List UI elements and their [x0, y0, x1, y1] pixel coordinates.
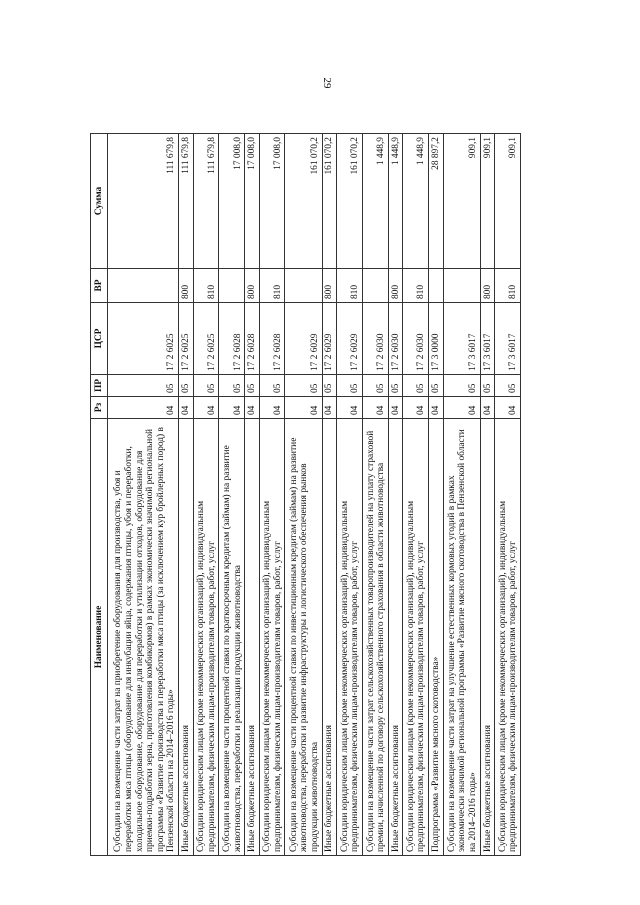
header-vr: ВР: [91, 269, 108, 303]
table-row: [443, 134, 480, 856]
cell-pr: 05: [403, 375, 429, 397]
cell-rz: 04: [480, 397, 495, 419]
cell-name: Иные бюджетные ассигнования: [388, 419, 403, 856]
cell-sum: 1 448,9: [362, 134, 388, 269]
cell-csr: 17 2 6030: [388, 303, 403, 375]
cell-rz: 04: [245, 397, 260, 419]
cell-name: Подпрограмма «Развитие мясного скотоводства»: [429, 419, 444, 856]
cell-name: Субсидии на возмещение части процентной ставки по краткосрочным кредитам (займам) на развитие животноводства, переработки и реализации продукции животноводства: [219, 419, 245, 856]
page-number: 29: [321, 77, 333, 89]
cell-sum: 17 008,0: [259, 134, 285, 269]
cell-pr: 05: [285, 375, 322, 397]
cell-sum: 161 070,2: [322, 134, 337, 269]
cell-vr: [429, 269, 444, 303]
cell-vr: [443, 269, 480, 303]
budget-table: [90, 133, 521, 856]
cell-name: Субсидии юридическим лицам (кроме некоммерческих организаций), индивидуальным предпринимателям, физическим лицам-производителям товаров, работ, услуг: [259, 419, 285, 856]
table-row: [495, 134, 521, 856]
cell-name: Субсидии юридическим лицам (кроме некоммерческих организаций), индивидуальным предпринимателям, физическим лицам-производителям товаров, работ, услуг: [495, 419, 521, 856]
cell-pr: 05: [179, 375, 194, 397]
header-sum: Сумма: [91, 134, 108, 269]
cell-sum: 17 008,0: [245, 134, 260, 269]
cell-name: Иные бюджетные ассигнования: [480, 419, 495, 856]
cell-rz: 04: [179, 397, 194, 419]
cell-vr: [108, 269, 179, 303]
cell-rz: 04: [388, 397, 403, 419]
cell-pr: 05: [245, 375, 260, 397]
cell-csr: 17 3 6017: [443, 303, 480, 375]
table-header-row: [91, 134, 108, 856]
cell-sum: 1 448,9: [403, 134, 429, 269]
cell-csr: 17 2 6029: [322, 303, 337, 375]
header-pr: ПР: [91, 375, 108, 397]
cell-pr: 05: [337, 375, 363, 397]
cell-rz: 04: [285, 397, 322, 419]
cell-pr: 05: [108, 375, 179, 397]
cell-vr: 800: [388, 269, 403, 303]
cell-rz: 04: [429, 397, 444, 419]
cell-name: Субсидии на возмещение части затрат на улучшение естественных кормовых угодий в рамках экономически значимой региональной программы «Развитие мясного скотоводства в Пензенской области на 2014–2016 годы»: [443, 419, 480, 856]
header-csr: ЦСР: [91, 303, 108, 375]
cell-rz: 04: [337, 397, 363, 419]
table-row: [429, 134, 444, 856]
cell-pr: 05: [322, 375, 337, 397]
table-row: [219, 134, 245, 856]
cell-vr: 810: [495, 269, 521, 303]
cell-pr: 05: [495, 375, 521, 397]
cell-sum: 111 679,8: [108, 134, 179, 269]
cell-rz: 04: [443, 397, 480, 419]
cell-vr: 810: [337, 269, 363, 303]
cell-vr: [362, 269, 388, 303]
cell-pr: 05: [259, 375, 285, 397]
rotated-table-frame: [90, 134, 521, 856]
cell-rz: 04: [403, 397, 429, 419]
cell-name: Иные бюджетные ассигнования: [179, 419, 194, 856]
cell-sum: 161 070,2: [285, 134, 322, 269]
table-row: [480, 134, 495, 856]
cell-pr: 05: [443, 375, 480, 397]
cell-rz: 04: [219, 397, 245, 419]
cell-name: Субсидии юридическим лицам (кроме некоммерческих организаций), индивидуальным предпринимателям, физическим лицам-производителям товаров, работ, услуг: [193, 419, 219, 856]
cell-csr: 17 2 6030: [403, 303, 429, 375]
cell-csr: 17 3 0000: [429, 303, 444, 375]
header-name: Наименование: [91, 419, 108, 856]
cell-name: Субсидии на возмещение части затрат сельскохозяйственных товаропроизводителей на уплату страховой премии, начисленной по договору сельскохозяйственного страхования в области животноводства: [362, 419, 388, 856]
cell-name: Иные бюджетные ассигнования: [322, 419, 337, 856]
cell-vr: 800: [480, 269, 495, 303]
cell-csr: 17 2 6025: [193, 303, 219, 375]
cell-csr: 17 2 6028: [259, 303, 285, 375]
table-row: [362, 134, 388, 856]
header-rz: Рз: [91, 397, 108, 419]
cell-rz: 04: [322, 397, 337, 419]
cell-pr: 05: [480, 375, 495, 397]
table-row: [259, 134, 285, 856]
cell-rz: 04: [259, 397, 285, 419]
cell-vr: 810: [193, 269, 219, 303]
cell-csr: 17 2 6030: [362, 303, 388, 375]
table-row: [403, 134, 429, 856]
cell-sum: 909,1: [443, 134, 480, 269]
cell-sum: 161 070,2: [337, 134, 363, 269]
cell-vr: 800: [245, 269, 260, 303]
table-row: [108, 134, 179, 856]
cell-vr: 800: [322, 269, 337, 303]
cell-rz: 04: [362, 397, 388, 419]
cell-sum: 28 897,2: [429, 134, 444, 269]
table-row: [322, 134, 337, 856]
cell-pr: 05: [388, 375, 403, 397]
cell-sum: 17 008,0: [219, 134, 245, 269]
cell-csr: 17 2 6028: [245, 303, 260, 375]
table-row: [193, 134, 219, 856]
table-row: [245, 134, 260, 856]
cell-csr: 17 2 6025: [179, 303, 194, 375]
cell-vr: 810: [259, 269, 285, 303]
cell-vr: [285, 269, 322, 303]
cell-pr: 05: [193, 375, 219, 397]
cell-csr: 17 2 6029: [337, 303, 363, 375]
cell-name: Иные бюджетные ассигнования: [245, 419, 260, 856]
cell-rz: 04: [495, 397, 521, 419]
cell-csr: 17 3 6017: [480, 303, 495, 375]
cell-vr: 810: [403, 269, 429, 303]
cell-pr: 05: [429, 375, 444, 397]
table-row: [388, 134, 403, 856]
cell-sum: 909,1: [480, 134, 495, 269]
cell-rz: 04: [108, 397, 179, 419]
cell-sum: 1 448,9: [388, 134, 403, 269]
cell-csr: 17 2 6025: [108, 303, 179, 375]
table-row: [337, 134, 363, 856]
cell-sum: 111 679,8: [179, 134, 194, 269]
cell-sum: 111 679,8: [193, 134, 219, 269]
cell-sum: 909,1: [495, 134, 521, 269]
cell-csr: 17 2 6028: [219, 303, 245, 375]
cell-name: Субсидии юридическим лицам (кроме некоммерческих организаций), индивидуальным предпринимателям, физическим лицам-производителям товаров, работ, услуг: [337, 419, 363, 856]
cell-rz: 04: [193, 397, 219, 419]
cell-csr: 17 2 6029: [285, 303, 322, 375]
cell-vr: 800: [179, 269, 194, 303]
cell-csr: 17 3 6017: [495, 303, 521, 375]
cell-pr: 05: [362, 375, 388, 397]
table-row: [179, 134, 194, 856]
cell-name: Субсидии на возмещение части процентной ставки по инвестиционным кредитам (займам) на развитие животноводства, переработки и развитие инфраструктуры и логистического обеспечения рынков продукции животноводства: [285, 419, 322, 856]
cell-name: Субсидии на возмещение части затрат на приобретение оборудования для производства, убоя и переработки мяса птицы (оборудование для инкубации яйца, содержания птицы, убоя и переработки, холодильное оборудование, оборудование для переработки и утилизации отходов, оборудование для приемки-подработки зерна, приготовления комбикормов) в рамках экономически значимой региональной программы «Развитие производства и переработки мяса птицы (за исключением кур бройлерных пород) в Пензенской области на 2014–2016 годы»: [108, 419, 179, 856]
cell-name: Субсидии юридическим лицам (кроме некоммерческих организаций), индивидуальным предпринимателям, физическим лицам-производителям товаров, работ, услуг: [403, 419, 429, 856]
table-row: [285, 134, 322, 856]
cell-pr: 05: [219, 375, 245, 397]
cell-vr: [219, 269, 245, 303]
